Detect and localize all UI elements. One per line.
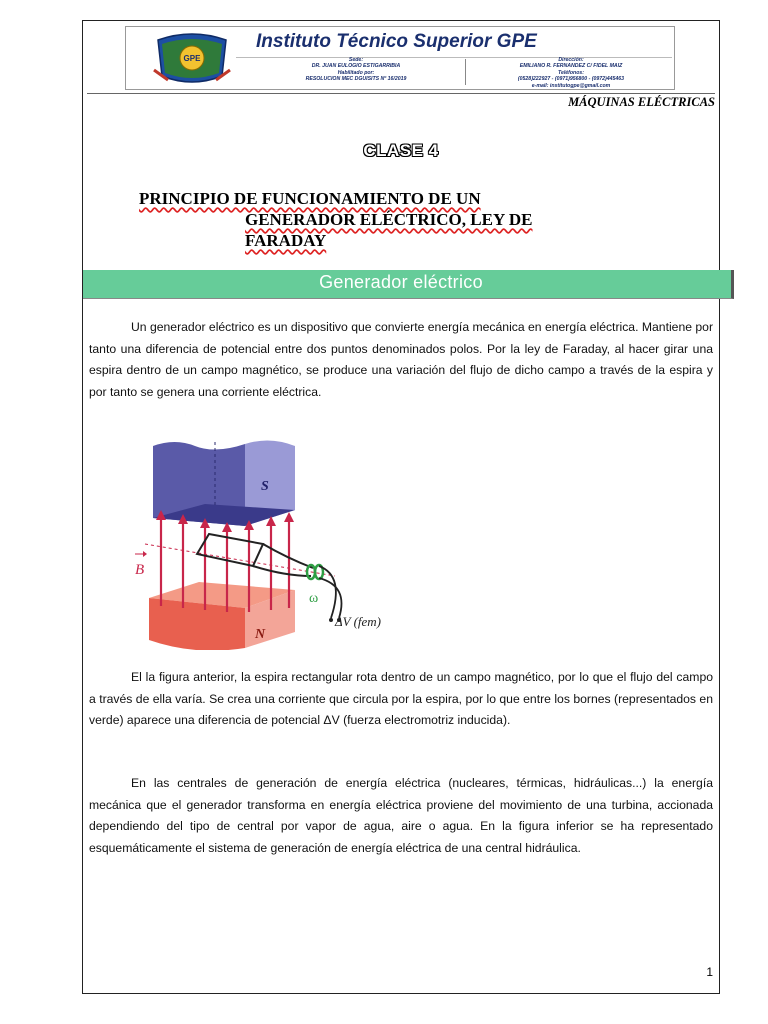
paragraph-text: Un generador eléctrico es un dispositivo que convierte energía mecánica en energía eléctrica. Mantiene por tanto una diferencia de potencial entre dos puntos denominados polos. Por la ley de Faraday, al hacer girar una espira dentro de un campo magnético, se produce una variación del flujo de dicho campo a través de la espira y por tanto se genera una corriente eléctrica. (89, 320, 713, 399)
header-campus-info (256, 57, 456, 83)
header-right-line: Dirección: (558, 57, 584, 63)
paragraph-intro (89, 317, 713, 403)
svg-text:GPE: GPE (183, 54, 201, 63)
south-pole-magnet (153, 440, 295, 526)
header-right-line: EMILIANO R. FERNANDEZ C/ FIDEL MAIZ (519, 63, 623, 70)
header-left-line: RESOLUCION MEC DGUISITS Nº 16/2019 (305, 76, 407, 83)
north-pole-magnet (149, 582, 295, 650)
heading-line-1: PRINCIPIO DE FUNCIONAMIENTO DE UN (139, 189, 481, 208)
heading-line-3: FARADAY (245, 231, 327, 250)
header-left-line: Habilitado por: (337, 69, 375, 76)
header-contact-info (476, 57, 666, 89)
paragraph-text: El la figura anterior, la espira rectangular rota dentro de un campo magnético, por lo que el flujo del campo a través de ella varía. Se crea una corriente que circula por la espira, por lo que entre los bornes (representados en verde) aparece una diferencia de potencial ΔV (fuerza electromotriz inducida). (89, 670, 713, 727)
header-column-separator (465, 59, 466, 85)
paragraph-figure-explanation (89, 667, 713, 732)
heading-line-2: GENERADOR ELÉCTRICO, LEY DE (245, 210, 533, 229)
label-n: N (255, 627, 266, 642)
subject-title: MÁQUINAS ELÉCTRICAS (568, 95, 715, 109)
terminals-green (307, 565, 323, 606)
header-right-line: (0528)222927 - (0971)956800 - (0972)445463 (517, 76, 625, 83)
header-left-line: Sede: (348, 57, 364, 63)
institution-name: Instituto Técnico Superior GPE (256, 31, 537, 52)
paragraph-text: En las centrales de generación de energía eléctrica (nucleares, térmicas, hidráulicas...) la energía mecánica que el generador transforma en energía eléctrica proviene del movimiento de una turbina, accionada dependiendo del tipo de central por vapor de agua, aire o agua. En la figura inferior se ha representado esquemáticamente el sistema de generación de energía eléctrica de una central hidráulica. (89, 776, 713, 855)
header-right-line: Teléfonos: (557, 69, 585, 76)
header-rule (87, 93, 715, 94)
section-title: Generador eléctrico (319, 272, 483, 292)
label-s: S (261, 479, 269, 494)
label-b: B (135, 562, 145, 578)
field-vector-label (135, 551, 147, 578)
section-header-bar (83, 270, 734, 299)
document-page (82, 20, 720, 994)
class-title: CLASE 4 (363, 141, 439, 160)
label-delta-v: ΔV (fem) (335, 614, 382, 629)
institution-logo (148, 30, 236, 86)
header-right-line: e-mail: institutogpe@gmail.com (531, 82, 611, 89)
header-left-line: DR. JUAN EULOGIO ESTIGARRIBIA (311, 63, 401, 70)
institution-header (125, 26, 675, 90)
main-heading (139, 188, 659, 251)
page-number: 1 (706, 965, 713, 979)
generator-diagram (135, 426, 405, 650)
paragraph-power-plants (89, 773, 713, 859)
rectangular-loop (197, 534, 263, 566)
label-omega: ω (309, 591, 319, 606)
